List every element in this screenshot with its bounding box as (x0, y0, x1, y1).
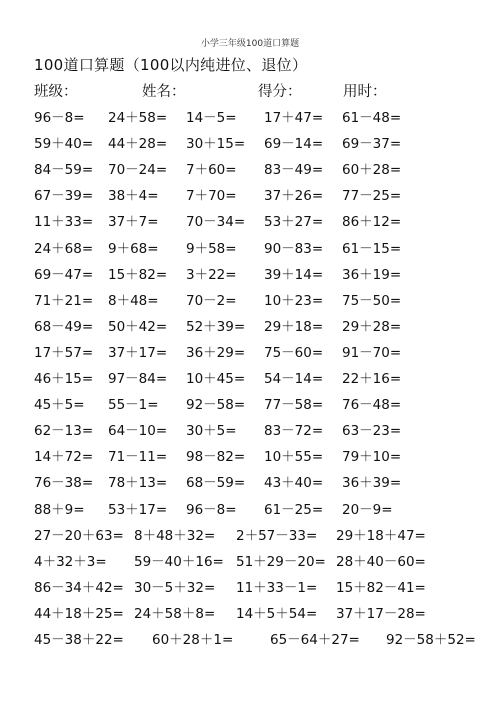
problem-item: 44＋28= (108, 136, 168, 153)
problem-item: 61－25= (264, 501, 324, 518)
problem-row (0, 419, 500, 439)
problem-item: 28＋40－60= (336, 553, 426, 570)
problem-item: 54－14= (264, 371, 324, 387)
problem-row (0, 184, 500, 204)
problem-item: 60＋28= (342, 162, 402, 179)
problem-row (0, 341, 500, 361)
problem-row (0, 158, 500, 178)
problem-item: 22＋16= (342, 371, 402, 387)
problem-row (0, 263, 500, 283)
problem-item: 83－49= (264, 162, 324, 179)
problem-item: 9＋58= (186, 240, 237, 257)
problem-item: 36＋29= (186, 344, 246, 361)
problem-item: 77－58= (264, 397, 324, 414)
problem-item: 96－8= (34, 110, 85, 126)
problem-item: 90－83= (264, 240, 324, 257)
problem-row (0, 132, 500, 152)
problem-row (0, 367, 500, 387)
problem-row (0, 471, 500, 491)
problem-row (0, 289, 500, 309)
problem-item: 69－47= (34, 266, 94, 283)
problem-item: 75－60= (264, 344, 324, 361)
problem-item: 24＋58＋8= (134, 605, 216, 622)
problem-row (0, 602, 500, 622)
problem-item: 29＋18＋47= (336, 527, 426, 544)
problem-item: 98－82= (186, 449, 246, 466)
problem-item: 60＋28＋1= (152, 632, 234, 648)
problem-item: 69－37= (342, 136, 402, 153)
problem-row (0, 628, 500, 648)
problem-item: 77－25= (342, 188, 402, 205)
problem-item: 84－59= (34, 162, 94, 179)
problem-item: 53＋17= (108, 501, 168, 518)
problem-item: 30＋5= (186, 423, 237, 440)
problem-item: 61－15= (342, 240, 402, 257)
problem-row (0, 498, 500, 518)
problem-item: 65－64＋27= (270, 632, 360, 648)
problem-item: 97－84= (108, 371, 168, 387)
problem-item: 29＋28= (342, 318, 402, 335)
problem-item: 70－24= (108, 162, 168, 179)
problem-item: 15＋82= (108, 266, 168, 283)
problem-item: 70－2= (186, 292, 237, 309)
problem-item: 14＋5＋54= (236, 605, 318, 622)
problem-item: 88＋9= (34, 501, 85, 518)
problem-item: 29＋18= (264, 318, 324, 335)
problem-item: 24＋58= (108, 110, 168, 126)
problem-item: 15＋82－41= (336, 579, 426, 596)
problem-row (0, 393, 500, 413)
problem-item: 59＋40= (34, 136, 94, 153)
problem-item: 7＋60= (186, 162, 237, 179)
problem-item: 78＋13= (108, 475, 168, 492)
problem-item: 86－34＋42= (34, 579, 124, 596)
problem-item: 68－49= (34, 318, 94, 335)
problem-item: 30－5＋32= (134, 579, 216, 596)
problem-item: 30＋15= (186, 136, 246, 153)
problem-item: 92－58＋52= (386, 632, 476, 648)
problem-item: 62－13= (34, 423, 94, 440)
problem-item: 50＋42= (108, 318, 168, 335)
problem-item: 79＋10= (342, 449, 402, 466)
problem-item: 10＋23= (264, 292, 324, 309)
problem-item: 14＋72= (34, 449, 94, 466)
problem-item: 37＋17－28= (336, 605, 426, 622)
problem-item: 2＋57－33= (236, 527, 318, 544)
problem-item: 68－59= (186, 475, 246, 492)
problem-item: 70－34= (186, 214, 246, 231)
problem-item: 8＋48＋32= (134, 527, 216, 544)
problem-item: 27－20＋63= (34, 527, 124, 544)
worksheet-title: 100道口算题（100以内纯进位、退位） (34, 56, 308, 74)
problem-item: 10＋45= (186, 371, 246, 387)
problem-item: 37＋26= (264, 188, 324, 205)
problem-item: 43＋40= (264, 475, 324, 492)
problem-item: 17＋57= (34, 344, 94, 361)
problem-item: 24＋68= (34, 240, 94, 257)
page-header-title: 小学三年级100道口算题 (200, 39, 300, 49)
name-field-label: 姓名： (142, 84, 186, 100)
problem-row (0, 550, 500, 570)
problem-row (0, 445, 500, 465)
score-field-label: 得分： (258, 84, 302, 100)
problem-item: 69－14= (264, 136, 324, 153)
problem-item: 52＋39= (186, 318, 246, 335)
problem-row (0, 315, 500, 335)
problem-item: 38＋4= (108, 188, 159, 205)
problem-row (0, 524, 500, 544)
problem-item: 96－8= (186, 501, 237, 518)
problem-item: 92－58= (186, 397, 246, 414)
problem-item: 76－38= (34, 475, 94, 492)
problem-item: 3＋22= (186, 266, 237, 283)
problem-row (0, 237, 500, 257)
problem-row (0, 576, 500, 596)
time-field-label: 用时： (343, 84, 387, 100)
problem-item: 8＋48= (108, 292, 159, 309)
problem-item: 36＋39= (342, 475, 402, 492)
problem-item: 20－9= (342, 501, 393, 518)
problem-item: 91－70= (342, 344, 402, 361)
problem-item: 45－38＋22= (34, 632, 124, 648)
problem-item: 64－10= (108, 423, 168, 440)
problem-item: 46＋15= (34, 371, 94, 387)
problem-item: 75－50= (342, 292, 402, 309)
problem-item: 76－48= (342, 397, 402, 414)
problem-item: 63－23= (342, 423, 402, 440)
problem-row (0, 106, 500, 126)
problem-item: 86＋12= (342, 214, 402, 231)
problem-item: 4＋32＋3= (34, 553, 107, 570)
problem-item: 45＋5= (34, 397, 85, 414)
problem-item: 37＋17= (108, 344, 168, 361)
problem-item: 61－48= (342, 110, 402, 126)
problem-item: 55－1= (108, 397, 159, 414)
problem-item: 67－39= (34, 188, 94, 205)
problem-item: 36＋19= (342, 266, 402, 283)
class-field-label: 班级： (34, 84, 78, 100)
problem-item: 71＋21= (34, 292, 94, 309)
problem-item: 17＋47= (264, 110, 324, 126)
problem-item: 9＋68= (108, 240, 159, 257)
problem-item: 7＋70= (186, 188, 237, 205)
problem-item: 11＋33－1= (236, 579, 318, 596)
problem-item: 83－72= (264, 423, 324, 440)
problem-item: 10＋55= (264, 449, 324, 466)
problem-item: 51＋29－20= (236, 553, 326, 570)
problem-item: 14－5= (186, 110, 237, 126)
problem-item: 59－40＋16= (134, 553, 224, 570)
problem-row (0, 210, 500, 230)
problem-item: 53＋27= (264, 214, 324, 231)
problem-item: 39＋14= (264, 266, 324, 283)
problem-item: 37＋7= (108, 214, 159, 231)
problem-item: 44＋18＋25= (34, 605, 124, 622)
problem-item: 71－11= (108, 449, 168, 466)
problem-item: 11＋33= (34, 214, 94, 231)
